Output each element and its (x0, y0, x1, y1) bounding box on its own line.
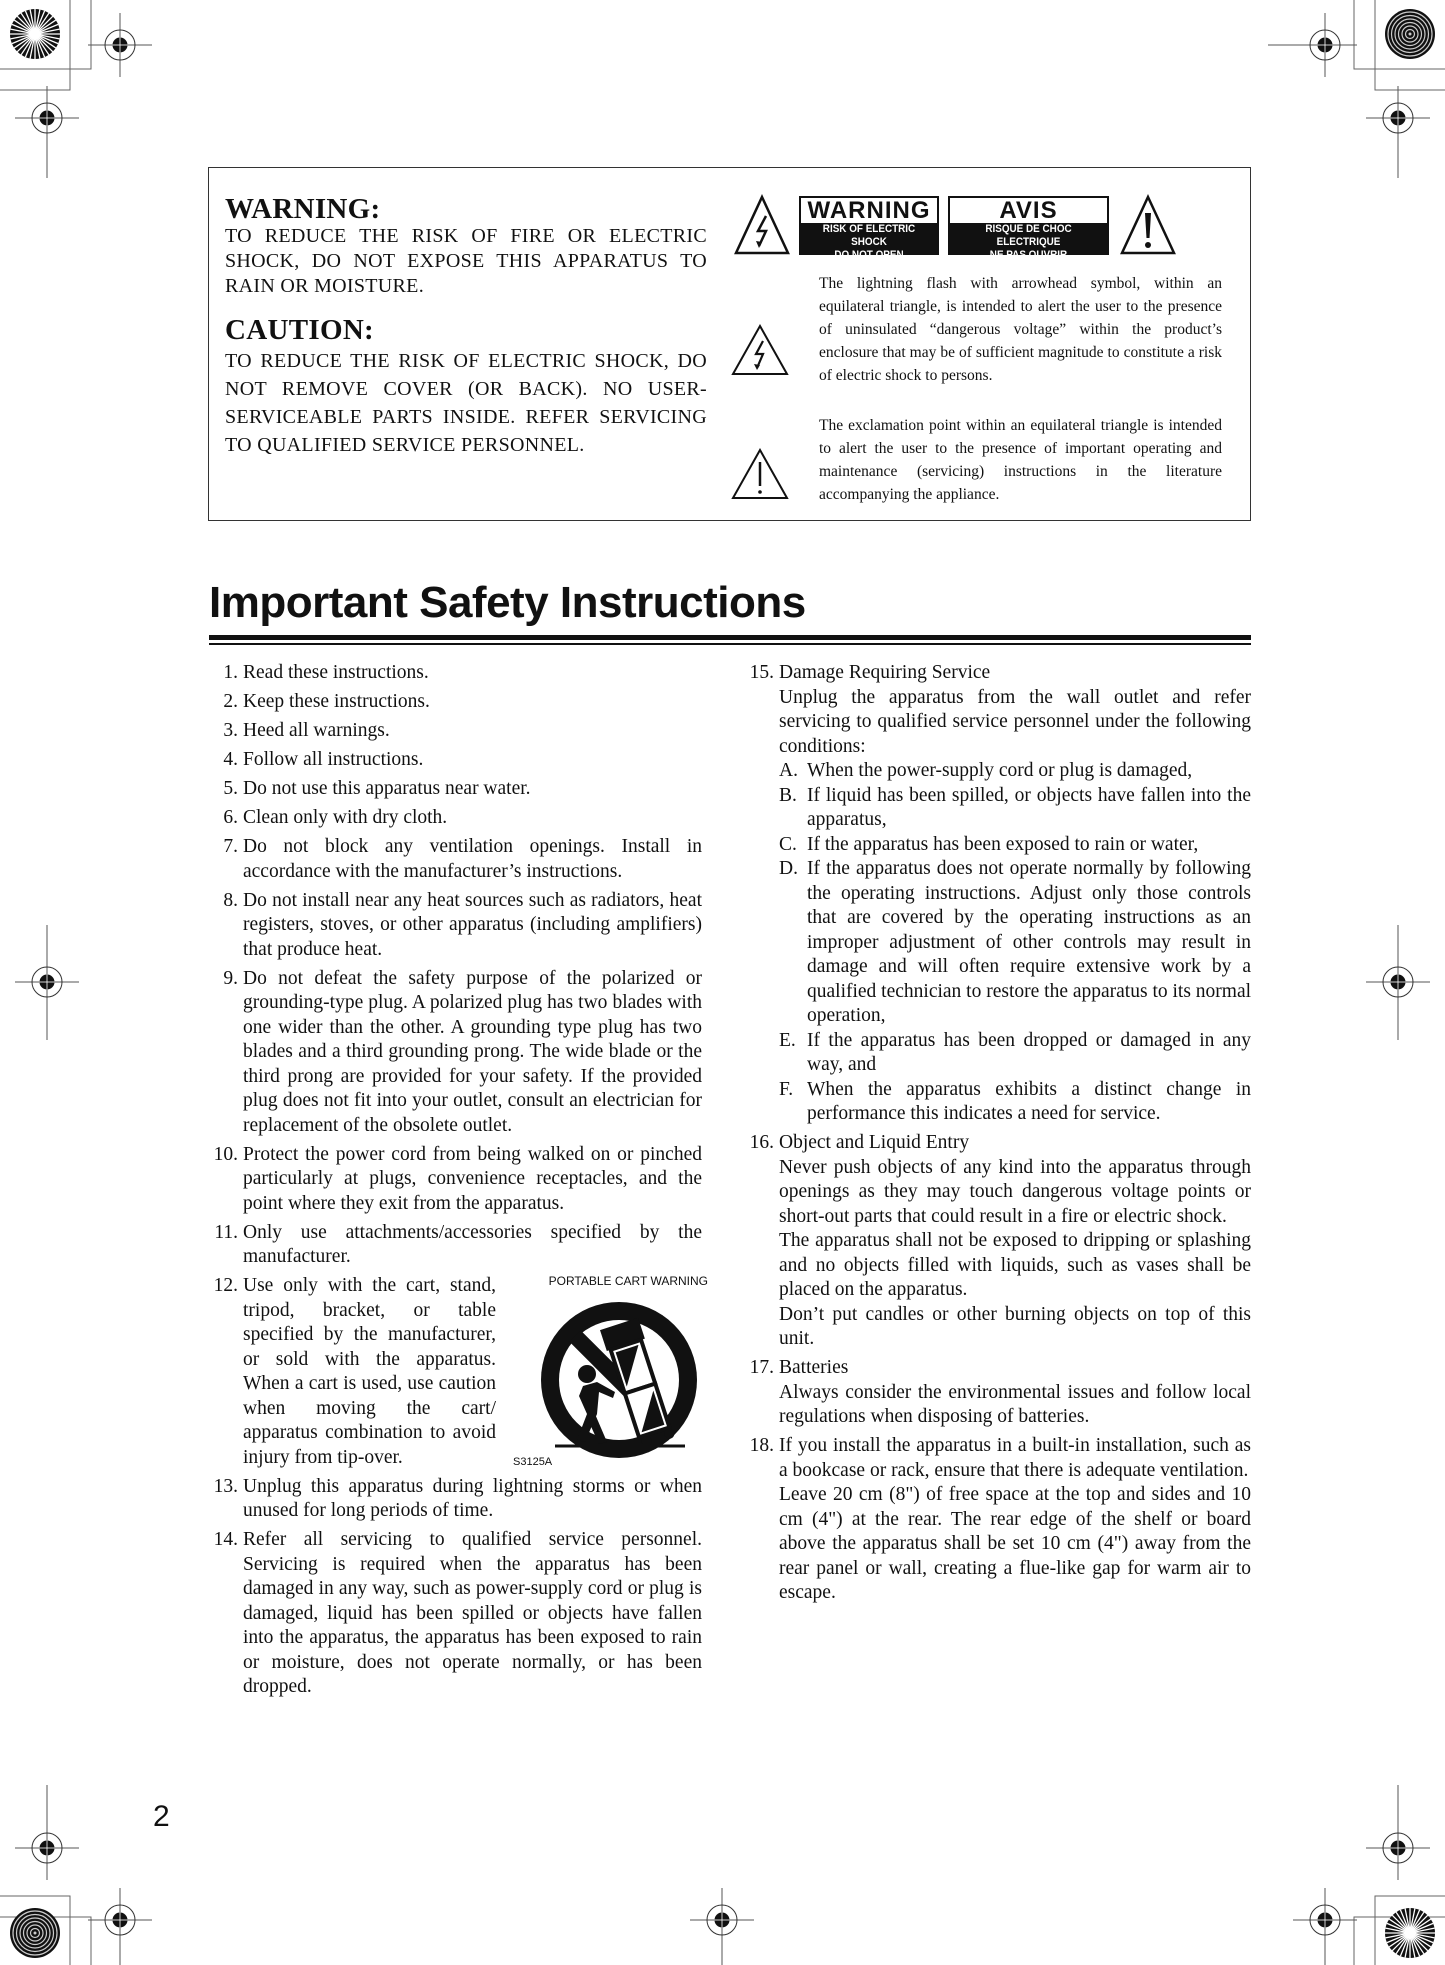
item-heading: Damage Requiring Service (779, 662, 991, 683)
item-number: 5. (223, 778, 238, 799)
crosshair-left-middle (15, 950, 79, 1014)
portable-cart-warning (513, 1274, 708, 1474)
item-text: Clean only with dry cloth. (243, 807, 448, 828)
sub-item-letter: C. (779, 833, 797, 855)
instruction-item (209, 1274, 708, 1470)
page-title: Important Safety Instructions (209, 578, 806, 627)
warning-label (799, 196, 939, 261)
portable-cart-warning-icon (535, 1296, 703, 1464)
crosshair-top-left (88, 13, 152, 77)
sub-item-letter: E. (779, 1029, 796, 1051)
item-number: 18. (749, 1435, 774, 1456)
item-number: 12. (213, 1275, 238, 1296)
item-number: 7. (223, 836, 238, 857)
sub-item-text: If the apparatus has been dropped or damaged in any way, and (807, 1029, 1251, 1075)
sub-item-letter: B. (779, 784, 797, 806)
item-number: 10. (213, 1143, 238, 1165)
item-text: If you install the apparatus in a built-in installation, such as a bookcase or rack, ensure that there is adequate ventilation. (779, 1435, 1251, 1481)
warning-heading: WARNING: (225, 193, 381, 225)
item-text: Do not install near any heat sources such as radiators, heat registers, stoves, or other apparatus (including amplifiers) that produce heat. (243, 889, 702, 960)
title-rule-thin (209, 643, 1251, 645)
item-number: 9. (223, 967, 238, 989)
starburst-target-top-left (10, 9, 60, 59)
warning-label-title: WARNING (801, 198, 937, 223)
item-text: Only use attachments/accessories specified by the manufacturer. (243, 1221, 702, 1267)
crosshair-left-upper (15, 86, 79, 150)
warning-caution-box (208, 167, 1251, 521)
instruction-item (209, 661, 702, 686)
sub-item-letter: F. (779, 1078, 794, 1100)
instruction-item (209, 967, 702, 1139)
warning-caution-text (225, 194, 707, 459)
item-text: Unplug this apparatus during lightning storms or when unused for long periods of time. (243, 1475, 702, 1521)
caution-heading: CAUTION: (225, 314, 375, 346)
title-rule-thick (209, 635, 1251, 640)
item-text: Follow all instructions. (243, 749, 424, 770)
cart-warning-caption: PORTABLE CART WARNING (548, 1274, 708, 1288)
sub-item-letter: D. (779, 858, 798, 879)
caution-text: TO REDUCE THE RISK OF ELECTRIC SHOCK, DO NOT REMOVE COVER (OR BACK). NO USER-SERVICEABLE PARTS INSIDE. REFER SERVICING TO QUALIFIED SERVICE PERSONNEL. (225, 350, 707, 456)
crosshair-top-right (1293, 13, 1357, 77)
crosshair-left-lower (15, 1816, 79, 1880)
warning-label-line2: DO NOT OPEN (834, 249, 904, 261)
item-text: Always consider the environmental issues and follow local regulations when disposing of batteries. (779, 1381, 1251, 1427)
item-number: 16. (749, 1132, 774, 1153)
warning-text: TO REDUCE THE RISK OF FIRE OR ELECTRIC SHOCK, DO NOT EXPOSE THIS APPARATUS TO RAIN OR MOISTURE. (225, 225, 707, 297)
sub-item (779, 1029, 1251, 1078)
instruction-item (209, 806, 702, 831)
item-text: Heed all warnings. (243, 720, 390, 741)
rings-target-top-right (1385, 9, 1435, 59)
crosshair-right-lower (1366, 1816, 1430, 1880)
exclamation-symbol-explanation: The exclamation point within an equilateral triangle is intended to alert the user to the presence of important operating and maintenance (servicing) instructions in the literature accompanying the appliance. (819, 417, 1222, 503)
instruction-item (209, 1475, 702, 1524)
item-text: The apparatus shall not be exposed to dripping or splashing and no objects filled with liquids, such as vases shall be placed on the apparatus. (779, 1230, 1251, 1300)
item-number: 8. (223, 889, 238, 911)
item-text: Keep these instructions. (243, 691, 430, 712)
item-text: Read these instructions. (243, 662, 429, 683)
instruction-item (209, 889, 702, 963)
sub-item (779, 759, 1251, 784)
warning-label-line1: RISK OF ELECTRIC SHOCK (822, 223, 916, 248)
item-heading: Batteries (779, 1357, 849, 1378)
item-number: 2. (223, 691, 238, 712)
rings-target-bottom-left (10, 1908, 60, 1958)
sub-item-text: If the apparatus has been exposed to rain or water, (807, 833, 1199, 855)
crosshair-bottom-right (1293, 1888, 1357, 1952)
instruction-item (209, 719, 702, 744)
sub-item (779, 1078, 1251, 1127)
item-text: Do not defeat the safety purpose of the polarized or grounding-type plug. A polarized plug has two blades with one wider than the other. A grounding type plug has two blades and a third grounding prong. The wide blade or the third prong are provided for your safety. If the provided plug does not fit into your outlet, consult an electrician for replacement of the obsolete outlet. (243, 967, 702, 1136)
item-text: Do not use this apparatus near water. (243, 778, 531, 799)
item-number: 14. (213, 1529, 238, 1550)
item-text: Don’t put candles or other burning objects on top of this unit. (779, 1303, 1251, 1349)
instruction-item-batteries (745, 1356, 1251, 1430)
instruction-item-object-liquid-entry (745, 1131, 1251, 1352)
lightning-triangle-icon (731, 324, 789, 376)
instructions-right-column (745, 661, 1251, 1610)
crosshair-bottom-center (690, 1888, 754, 1952)
instruction-item-built-in-installation (745, 1434, 1251, 1606)
instruction-item (209, 690, 702, 715)
exclamation-triangle-icon (731, 448, 789, 500)
crosshair-right-middle (1366, 950, 1430, 1014)
warning-label-row (729, 194, 1229, 264)
crosshair-right-upper (1366, 86, 1430, 150)
sub-item (779, 833, 1251, 858)
item-text: Refer all servicing to qualified service personnel. Servicing is required when the apparatus has been damaged in any way, such as power-supply cord or plug is damaged, liquid has been spilled or objects have fallen into the apparatus, the apparatus has been exposed to rain or moisture, does not operate normally, or has been dropped. (243, 1529, 702, 1697)
sub-item-text: When the power-supply cord or plug is damaged, (807, 760, 1193, 781)
sub-item (779, 857, 1251, 1029)
instruction-item (209, 748, 702, 773)
item-text: Never push objects of any kind into the apparatus through openings as they may touch dangerous voltage points or short-out parts that could result in a fire or electric shock. (779, 1156, 1251, 1227)
item-number: 17. (749, 1357, 774, 1378)
item-text: Unplug the apparatus from the wall outlet and refer servicing to qualified service personnel under the following conditions: (779, 686, 1251, 757)
item-heading: Object and Liquid Entry (779, 1132, 970, 1153)
item-number: 6. (223, 807, 238, 828)
sub-item-text: If the apparatus does not operate normally by following the operating instructions. Adjust only those controls that are covered by the operating instructions as an improper adjustment of other controls may result in damage and will often require extensive work by a qualified technician to restore the apparatus to its normal operation, (807, 858, 1252, 1026)
crosshair-bottom-left (88, 1888, 152, 1952)
instruction-item-damage-requiring-service (745, 661, 1251, 1127)
avis-label-line2: NE PAS OUVRIR (989, 249, 1068, 261)
instructions-left-column (209, 661, 708, 1704)
page-number: 2 (153, 1800, 170, 1833)
item-number: 13. (213, 1475, 238, 1497)
item-number: 3. (223, 720, 238, 741)
item-text: Leave 20 cm (8") of free space at the top and sides and 10 cm (4") at the rear. The rear edge of the shelf or board above the apparatus shall be set 10 cm (4") away from the rear panel or wall, creating a flue-like gap for warm air to escape. (779, 1484, 1251, 1603)
item-number: 11. (214, 1221, 238, 1243)
avis-label-line1: RISQUE DE CHOC ELECTRIQUE (985, 223, 1072, 248)
sub-item (779, 784, 1251, 833)
cart-warning-code: S3125A (513, 1455, 553, 1468)
item-text: Do not block any ventilation openings. Install in accordance with the manufacturer’s instructions. (243, 836, 702, 882)
sub-item-letter: A. (779, 760, 798, 781)
lightning-symbol-explanation: The lightning flash with arrowhead symbol, within an equilateral triangle, is intended to alert the user to the presence of uninsulated “dangerous voltage” within the product’s enclosure that may be of sufficient magnitude to constitute a risk of electric shock to persons. (819, 275, 1222, 384)
sub-item-text: If liquid has been spilled, or objects have fallen into the apparatus, (807, 784, 1251, 830)
sub-item-text: When the apparatus exhibits a distinct change in performance this indicates a need for service. (807, 1078, 1251, 1124)
item-text: Protect the power cord from being walked on or pinched particularly at plugs, convenience receptacles, and the point where they exit from the apparatus. (243, 1143, 702, 1214)
instruction-item (209, 835, 702, 884)
avis-label-title: AVIS (950, 198, 1107, 223)
instruction-item (209, 1528, 702, 1700)
lightning-triangle-icon (733, 194, 791, 256)
item-number: 1. (223, 662, 238, 683)
item-number: 15. (749, 662, 774, 683)
item-text: Use only with the cart, stand, tripod, bracket, or table specified by the manufacturer, or sold with the apparatus. When a cart is used, use caution when moving the cart/ apparatus combination to avoid injury from tip-over. (243, 1275, 496, 1468)
instruction-item (209, 1143, 702, 1217)
instruction-item (209, 777, 702, 802)
item-number: 4. (223, 749, 238, 770)
avis-label (948, 196, 1109, 261)
instruction-item (209, 1221, 702, 1270)
starburst-target-bottom-right (1385, 1908, 1435, 1958)
exclamation-triangle-icon (1119, 194, 1177, 256)
